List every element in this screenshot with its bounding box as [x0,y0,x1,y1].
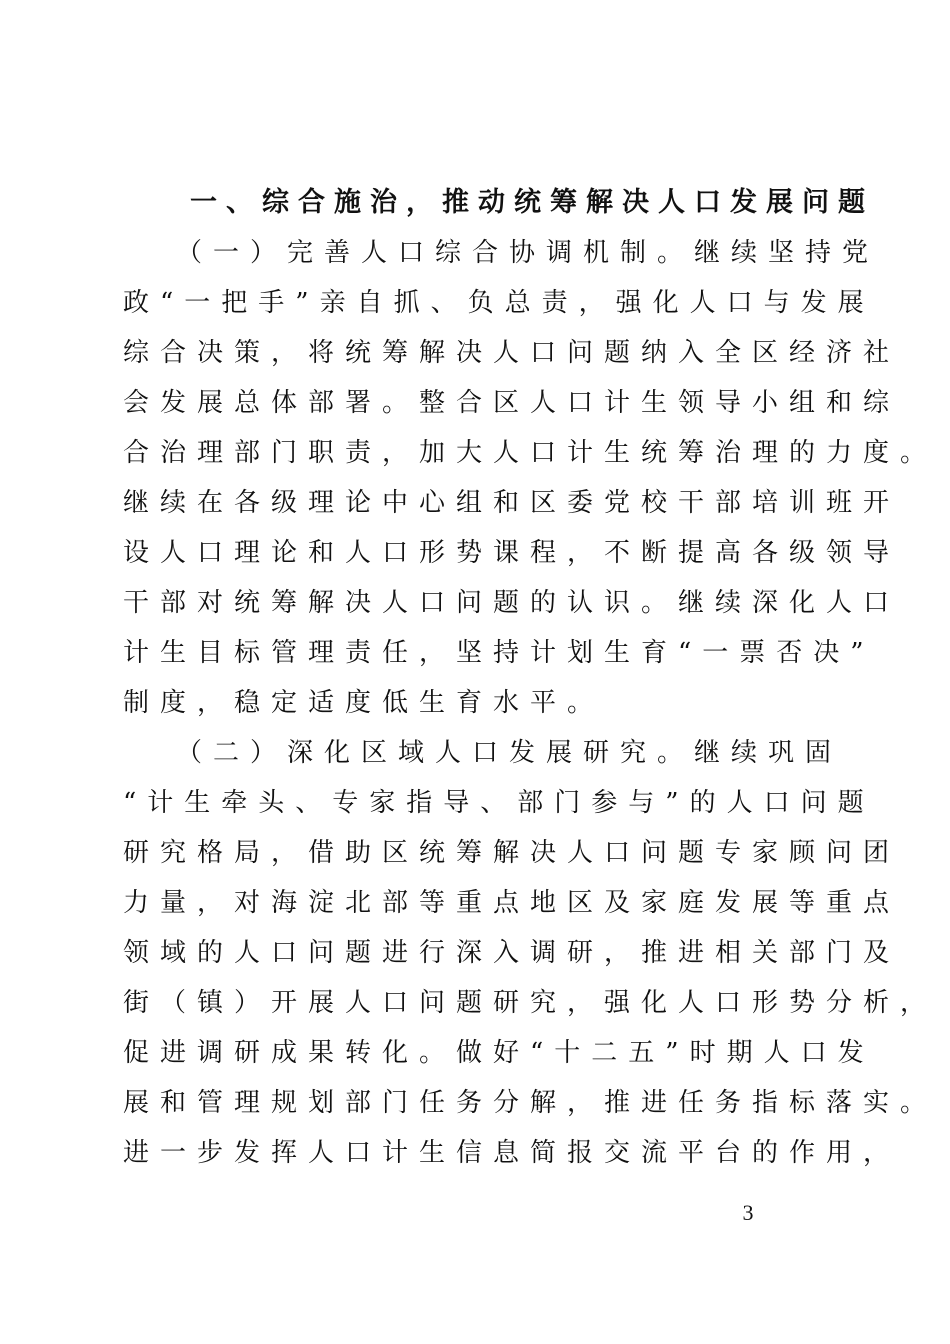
paragraph-line: 综合决策，将统筹解决人口问题纳入全区经济社 [123,338,901,368]
paragraph-line: （一）完善人口综合协调机制。继续坚持党 [176,238,880,268]
paragraph-line: “计生牵头、专家指导、部门参与”的人口问题 [123,788,875,818]
paragraph-line: 会发展总体部署。整合区人口计生领导小组和综 [123,388,901,418]
section-heading: 一、综合施治，推动统筹解决人口发展问题 [190,187,874,218]
paragraph-line: 促进调研成果转化。做好“十二五”时期人口发 [123,1038,875,1068]
paragraph-line: 计生目标管理责任，坚持计划生育“一票否决” [123,638,875,668]
paragraph-line: 街（镇）开展人口问题研究，强化人口形势分析， [123,988,938,1018]
paragraph-line: 力量，对海淀北部等重点地区及家庭发展等重点 [123,888,901,918]
paragraph-line: （二）深化区域人口发展研究。继续巩固 [176,738,843,768]
paragraph-line: 继续在各级理论中心组和区委党校干部培训班开 [123,488,901,518]
paragraph-line: 进一步发挥人口计生信息简报交流平台的作用， [123,1138,901,1168]
paragraph-line: 制度，稳定适度低生育水平。 [123,688,605,718]
paragraph-line: 干部对统筹解决人口问题的认识。继续深化人口 [123,588,901,618]
paragraph-line: 合治理部门职责，加大人口计生统筹治理的力度。 [123,438,938,468]
paragraph-line: 政“一把手”亲自抓、负总责，强化人口与发展 [123,288,875,318]
paragraph-line: 展和管理规划部门任务分解，推进任务指标落实。 [123,1088,938,1118]
paragraph-line: 设人口理论和人口形势课程，不断提高各级领导 [123,538,901,568]
paragraph-line: 研究格局，借助区统筹解决人口问题专家顾问团 [123,838,901,868]
page-number: 3 [742,1200,754,1225]
paragraph-line: 领域的人口问题进行深入调研，推进相关部门及 [123,938,901,968]
